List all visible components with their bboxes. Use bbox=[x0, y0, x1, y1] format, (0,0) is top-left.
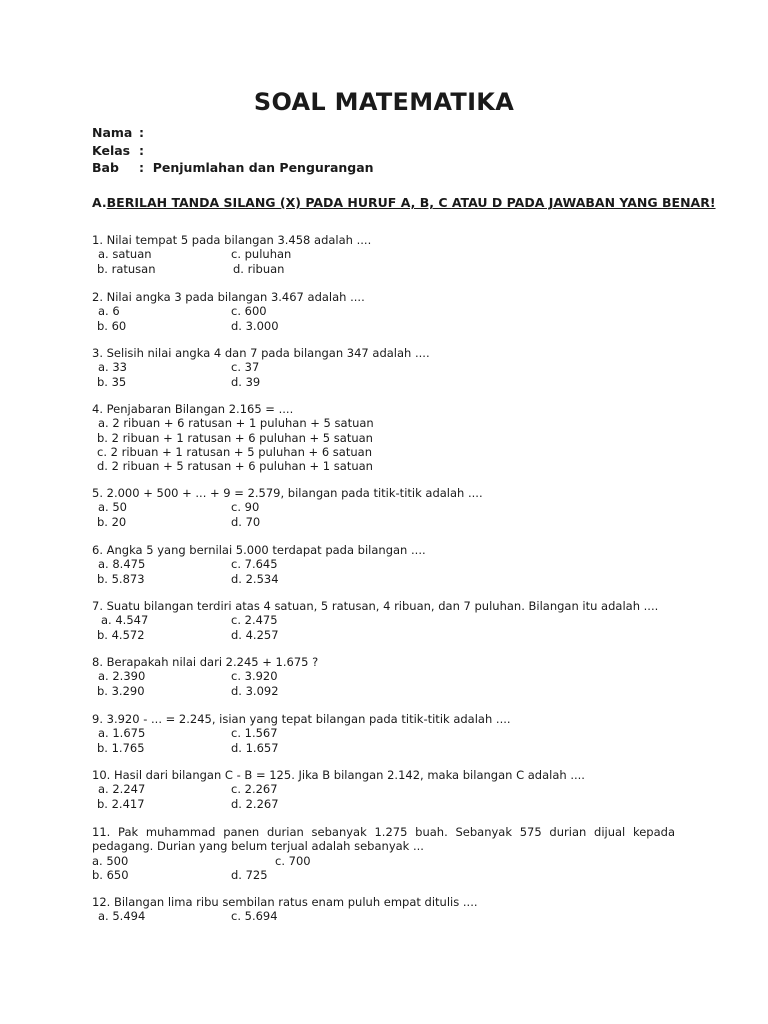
option-b: b. 650 bbox=[92, 867, 129, 882]
option-a: a. satuan bbox=[98, 247, 152, 262]
option-a: a. 2.390 bbox=[98, 669, 146, 684]
question-3 bbox=[92, 346, 675, 389]
info-bab bbox=[92, 160, 374, 175]
option-c: c. 7.645 bbox=[231, 557, 278, 572]
question-11 bbox=[92, 825, 675, 882]
question-7 bbox=[92, 599, 675, 642]
question-2 bbox=[92, 290, 675, 333]
question-5 bbox=[92, 486, 675, 529]
option-a: a. 2.247 bbox=[98, 782, 146, 797]
question-stem: 6. Angka 5 yang bernilai 5.000 terdapat pada bilangan .... bbox=[92, 543, 426, 557]
option-d: d. 2.267 bbox=[231, 796, 279, 811]
option-d: d. 2 ribuan + 5 ratusan + 6 puluhan + 1 satuan bbox=[97, 459, 373, 474]
option-d: d. 1.657 bbox=[231, 740, 279, 755]
info-sep: : bbox=[139, 125, 144, 140]
question-stem: 5. 2.000 + 500 + ... + 9 = 2.579, bilangan pada titik-titik adalah .... bbox=[92, 486, 483, 500]
option-c: c. 3.920 bbox=[231, 669, 278, 684]
question-stem: 9. 3.920 - ... = 2.245, isian yang tepat bilangan pada titik-titik adalah .... bbox=[92, 712, 511, 726]
option-b: b. 3.290 bbox=[97, 683, 145, 698]
instruction-prefix: A. bbox=[92, 195, 107, 210]
option-b: b. 2.417 bbox=[97, 796, 145, 811]
option-d: d. 2.534 bbox=[231, 571, 279, 586]
info-label: Bab bbox=[92, 160, 119, 175]
question-stem: 1. Nilai tempat 5 pada bilangan 3.458 adalah .... bbox=[92, 233, 372, 247]
option-a: a. 5.494 bbox=[98, 909, 146, 924]
question-10 bbox=[92, 768, 675, 811]
option-b: b. 1.765 bbox=[97, 740, 145, 755]
question-stem: 2. Nilai angka 3 pada bilangan 3.467 adalah .... bbox=[92, 290, 365, 304]
question-stem: 12. Bilangan lima ribu sembilan ratus enam puluh empat ditulis .... bbox=[92, 895, 478, 909]
option-c: c. 600 bbox=[231, 304, 267, 319]
page-title: SOAL MATEMATIKA bbox=[253, 88, 515, 116]
option-a: a. 4.547 bbox=[101, 613, 149, 628]
question-stem: 7. Suatu bilangan terdiri atas 4 satuan, 5 ratusan, 4 ribuan, dan 7 puluhan. Bilangan itu adalah .... bbox=[92, 599, 659, 613]
option-a: a. 1.675 bbox=[98, 726, 146, 741]
question-stem: 4. Penjabaran Bilangan 2.165 = .... bbox=[92, 402, 294, 416]
question-stem: 3. Selisih nilai angka 4 dan 7 pada bilangan 347 adalah .... bbox=[92, 346, 430, 360]
question-stem: 8. Berapakah nilai dari 2.245 + 1.675 ? bbox=[92, 655, 319, 669]
question-9 bbox=[92, 712, 675, 755]
option-d: d. 39 bbox=[231, 374, 261, 389]
option-c: c. 1.567 bbox=[231, 726, 278, 741]
question-stem: 11. Pak muhammad panen durian sebanyak 1.275 buah. Sebanyak 575 durian dijual kepada pedagang. Durian yang belum terjual adalah sebanyak ... bbox=[92, 825, 675, 854]
option-d: d. 725 bbox=[231, 867, 268, 882]
option-a: a. 6 bbox=[98, 304, 120, 319]
info-label: Nama bbox=[92, 125, 133, 140]
option-b: b. 60 bbox=[97, 318, 127, 333]
info-kelas bbox=[92, 143, 144, 158]
option-d: d. 70 bbox=[231, 514, 261, 529]
option-b: b. 2 ribuan + 1 ratusan + 6 puluhan + 5 satuan bbox=[97, 430, 373, 445]
question-8 bbox=[92, 655, 675, 698]
option-a: a. 8.475 bbox=[98, 557, 146, 572]
instruction-text: BERILAH TANDA SILANG (X) PADA HURUF A, B, C ATAU D PADA JAWABAN YANG BENAR! bbox=[106, 195, 716, 210]
option-a: a. 500 bbox=[92, 853, 129, 868]
option-a: a. 50 bbox=[98, 500, 127, 515]
option-c: c. 37 bbox=[231, 360, 260, 375]
option-c: c. 5.694 bbox=[231, 909, 278, 924]
instruction bbox=[92, 195, 716, 210]
option-c: c. 700 bbox=[275, 853, 311, 868]
info-nama bbox=[92, 125, 144, 140]
option-d: d. 4.257 bbox=[231, 627, 279, 642]
option-c: c. 90 bbox=[231, 500, 260, 515]
option-c: c. 2.267 bbox=[231, 782, 278, 797]
info-value: Penjumlahan dan Pengurangan bbox=[152, 160, 374, 175]
question-1 bbox=[92, 233, 675, 276]
info-sep: : bbox=[139, 143, 144, 158]
option-c: c. 2.475 bbox=[231, 613, 278, 628]
option-b: b. 35 bbox=[97, 374, 127, 389]
option-b: b. ratusan bbox=[97, 261, 156, 276]
info-sep: : bbox=[139, 160, 144, 175]
question-4 bbox=[92, 402, 675, 473]
question-stem: 10. Hasil dari bilangan C - B = 125. Jika B bilangan 2.142, maka bilangan C adalah .... bbox=[92, 768, 585, 782]
info-label: Kelas bbox=[92, 143, 131, 158]
option-c: c. puluhan bbox=[231, 247, 292, 262]
option-a: a. 33 bbox=[98, 360, 127, 375]
option-b: b. 4.572 bbox=[97, 627, 145, 642]
option-d: d. 3.092 bbox=[231, 683, 279, 698]
question-12 bbox=[92, 895, 675, 924]
option-b: b. 20 bbox=[97, 514, 127, 529]
option-c: c. 2 ribuan + 1 ratusan + 5 puluhan + 6 satuan bbox=[97, 444, 372, 459]
option-d: d. ribuan bbox=[233, 261, 285, 276]
question-6 bbox=[92, 543, 675, 586]
option-d: d. 3.000 bbox=[231, 318, 279, 333]
option-b: b. 5.873 bbox=[97, 571, 145, 586]
option-a: a. 2 ribuan + 6 ratusan + 1 puluhan + 5 satuan bbox=[98, 416, 374, 431]
